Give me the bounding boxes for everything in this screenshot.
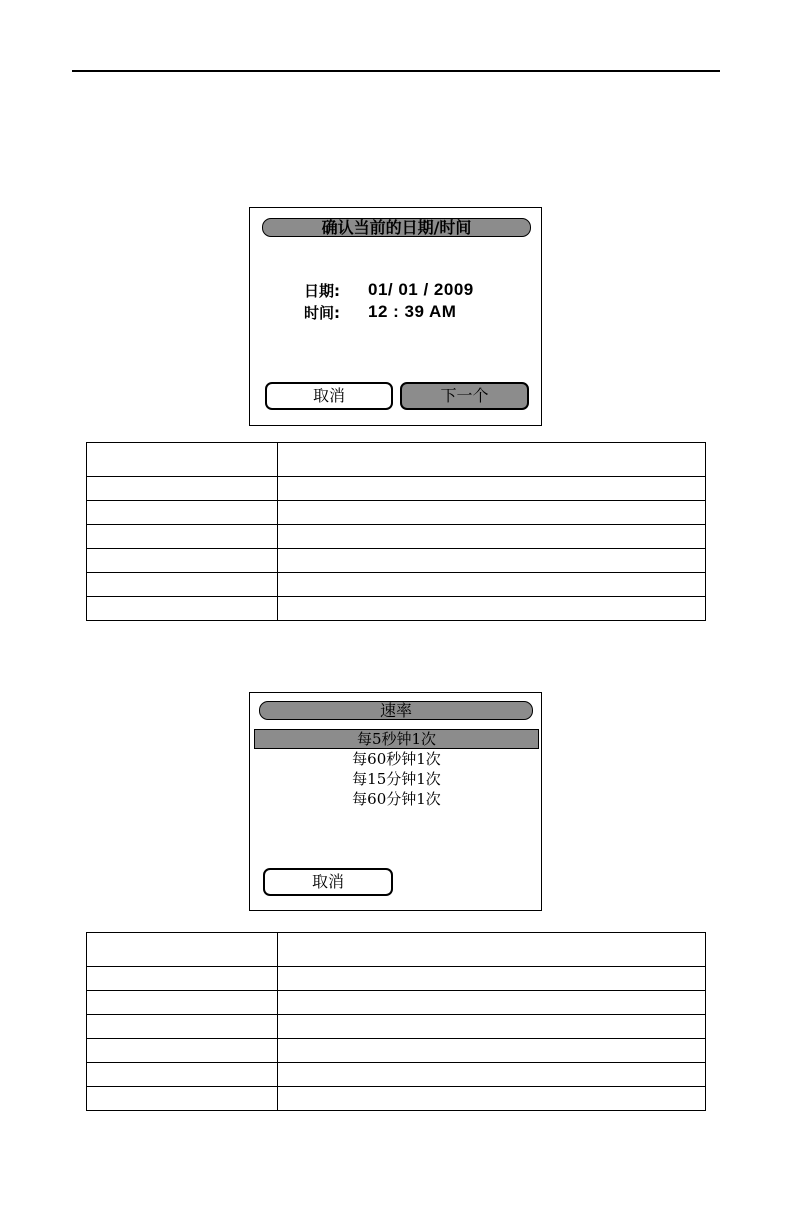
time-value[interactable]: 12 : 39 AM	[368, 302, 457, 321]
table-cell	[278, 1015, 706, 1039]
datetime-title: 确认当前的日期/时间	[262, 218, 531, 237]
table-cell	[87, 991, 278, 1015]
table-cell	[278, 1039, 706, 1063]
table-row	[87, 1039, 706, 1063]
table-cell	[278, 1063, 706, 1087]
table-cell	[278, 933, 706, 967]
date-row	[304, 280, 474, 301]
table-row	[87, 967, 706, 991]
datetime-screen	[249, 207, 542, 426]
table-cell	[278, 525, 706, 549]
table-cell	[87, 573, 278, 597]
table-cell	[87, 501, 278, 525]
table-header-row	[87, 443, 706, 477]
time-label: 时间:	[304, 304, 340, 322]
table-cell	[278, 477, 706, 501]
rate-option-selected[interactable]: 每5秒钟1次	[254, 729, 539, 749]
table-cell	[278, 1087, 706, 1111]
table-row	[87, 597, 706, 621]
table-row	[87, 549, 706, 573]
rate-screen	[249, 692, 542, 911]
table-cell	[278, 597, 706, 621]
table-row	[87, 1015, 706, 1039]
date-value[interactable]: 01/ 01 / 2009	[368, 280, 474, 299]
header-rule	[72, 70, 720, 72]
table-cell	[87, 477, 278, 501]
next-button[interactable]: 下一个	[400, 382, 529, 410]
table-row	[87, 525, 706, 549]
cancel-button[interactable]: 取消	[265, 382, 393, 410]
table-row	[87, 477, 706, 501]
table-row	[87, 1063, 706, 1087]
table-row	[87, 501, 706, 525]
rate-option[interactable]: 每60分钟1次	[352, 790, 441, 808]
rate-option[interactable]: 每60秒钟1次	[352, 750, 441, 768]
table-cell	[87, 1063, 278, 1087]
table-cell	[87, 443, 278, 477]
table-cell	[87, 967, 278, 991]
table-cell	[87, 1015, 278, 1039]
table-cell	[278, 967, 706, 991]
table-cell	[87, 1039, 278, 1063]
table-cell	[278, 501, 706, 525]
date-label: 日期:	[304, 282, 340, 300]
table-2	[86, 932, 706, 1111]
rate-title: 速率	[259, 701, 533, 720]
table-cell	[87, 1087, 278, 1111]
table-cell	[87, 597, 278, 621]
table-cell	[278, 443, 706, 477]
table-cell	[87, 549, 278, 573]
table-row	[87, 991, 706, 1015]
table-row	[87, 573, 706, 597]
table-cell	[87, 525, 278, 549]
table-row	[87, 1087, 706, 1111]
rate-option[interactable]: 每15分钟1次	[352, 770, 441, 788]
table-header-row	[87, 933, 706, 967]
time-row	[304, 302, 456, 323]
table-1	[86, 442, 706, 621]
table-cell	[278, 549, 706, 573]
table-cell	[278, 991, 706, 1015]
cancel-button[interactable]: 取消	[263, 868, 393, 896]
table-cell	[278, 573, 706, 597]
table-cell	[87, 933, 278, 967]
